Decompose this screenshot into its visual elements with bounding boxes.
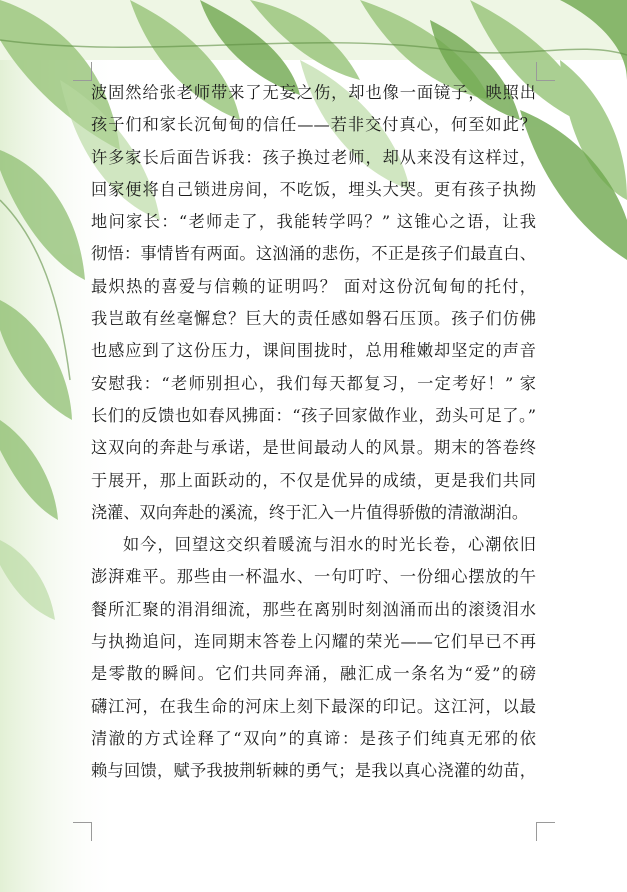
text-line: 安慰我：“老师别担心，我们每天都复习，一定考好！” 家	[91, 373, 536, 393]
text-line: 我岂敢有丝毫懈怠？巨大的责任感如磐石压顶。孩子们仿佛	[91, 309, 536, 329]
text-line: 波固然给张老师带来了无妄之伤，却也像一面镜子，映照出	[91, 83, 536, 102]
document-body	[91, 77, 536, 788]
crop-mark-bottom-right	[536, 822, 555, 841]
text-line: 澎湃难平。那些由一杯温水、一句叮咛、一份细心摆放的午	[91, 567, 536, 587]
text-line: 这双向的奔赴与承诺，是世间最动人的风景。期末的答卷终	[91, 438, 536, 458]
text-line: 回家便将自己锁进房间，不吃饭，埋头大哭。更有孩子执拗	[91, 179, 536, 199]
text-line: 孩子们和家长沉甸甸的信任——若非交付真心，何至如此？	[91, 115, 536, 135]
text-line: 清澈的方式诠释了“双向”的真谛：是孩子们纯真无邪的依	[91, 728, 536, 748]
text-line: 长们的反馈也如春风拂面：“孩子回家做作业，劲头可足了。”	[91, 405, 536, 425]
text-line: 也感应到了这份压力，课间围拢时，总用稚嫩却坚定的声音	[91, 341, 536, 361]
text-line: 是零散的瞬间。它们共同奔涌，融汇成一条名为“爱”的磅	[91, 664, 536, 684]
text-line: 餐所汇聚的涓涓细流，那些在离别时刻汹涌而出的滚烫泪水	[91, 599, 536, 619]
text-line: 于展开，那上面跃动的，不仅是优异的成绩，更是我们共同	[91, 470, 536, 490]
text-line: 与执拗追问，连同期末答卷上闪耀的荣光——它们早已不再	[91, 632, 536, 652]
text-line: 彻悟：事情皆有两面。这汹涌的悲伤，不正是孩子们最直白、	[91, 244, 536, 264]
text-line: 礴江河，在我生命的河床上刻下最深的印记。这江河，以最	[91, 696, 536, 716]
text-line: 浇灌、双向奔赴的溪流，终于汇入一片值得骄傲的清澈湖泊。	[91, 502, 529, 522]
crop-mark-top-right	[536, 62, 555, 81]
text-line: 许多家长后面告诉我：孩子换过老师，却从来没有这样过，	[91, 147, 536, 167]
text-line: 赖与回馈，赋予我披荆斩棘的勇气；是我以真心浇灌的幼苗，	[91, 761, 536, 781]
crop-mark-top-left	[73, 62, 92, 81]
crop-mark-bottom-left	[73, 822, 92, 841]
paragraph-first-line: 如今，回望这交织着暖流与泪水的时光长卷，心潮依旧	[123, 535, 536, 555]
text-line: 地问家长：“老师走了，我能转学吗？” 这锥心之语，让我	[91, 212, 536, 232]
text-line: 最炽热的喜爱与信赖的证明吗？ 面对这份沉甸甸的托付，	[91, 276, 536, 296]
